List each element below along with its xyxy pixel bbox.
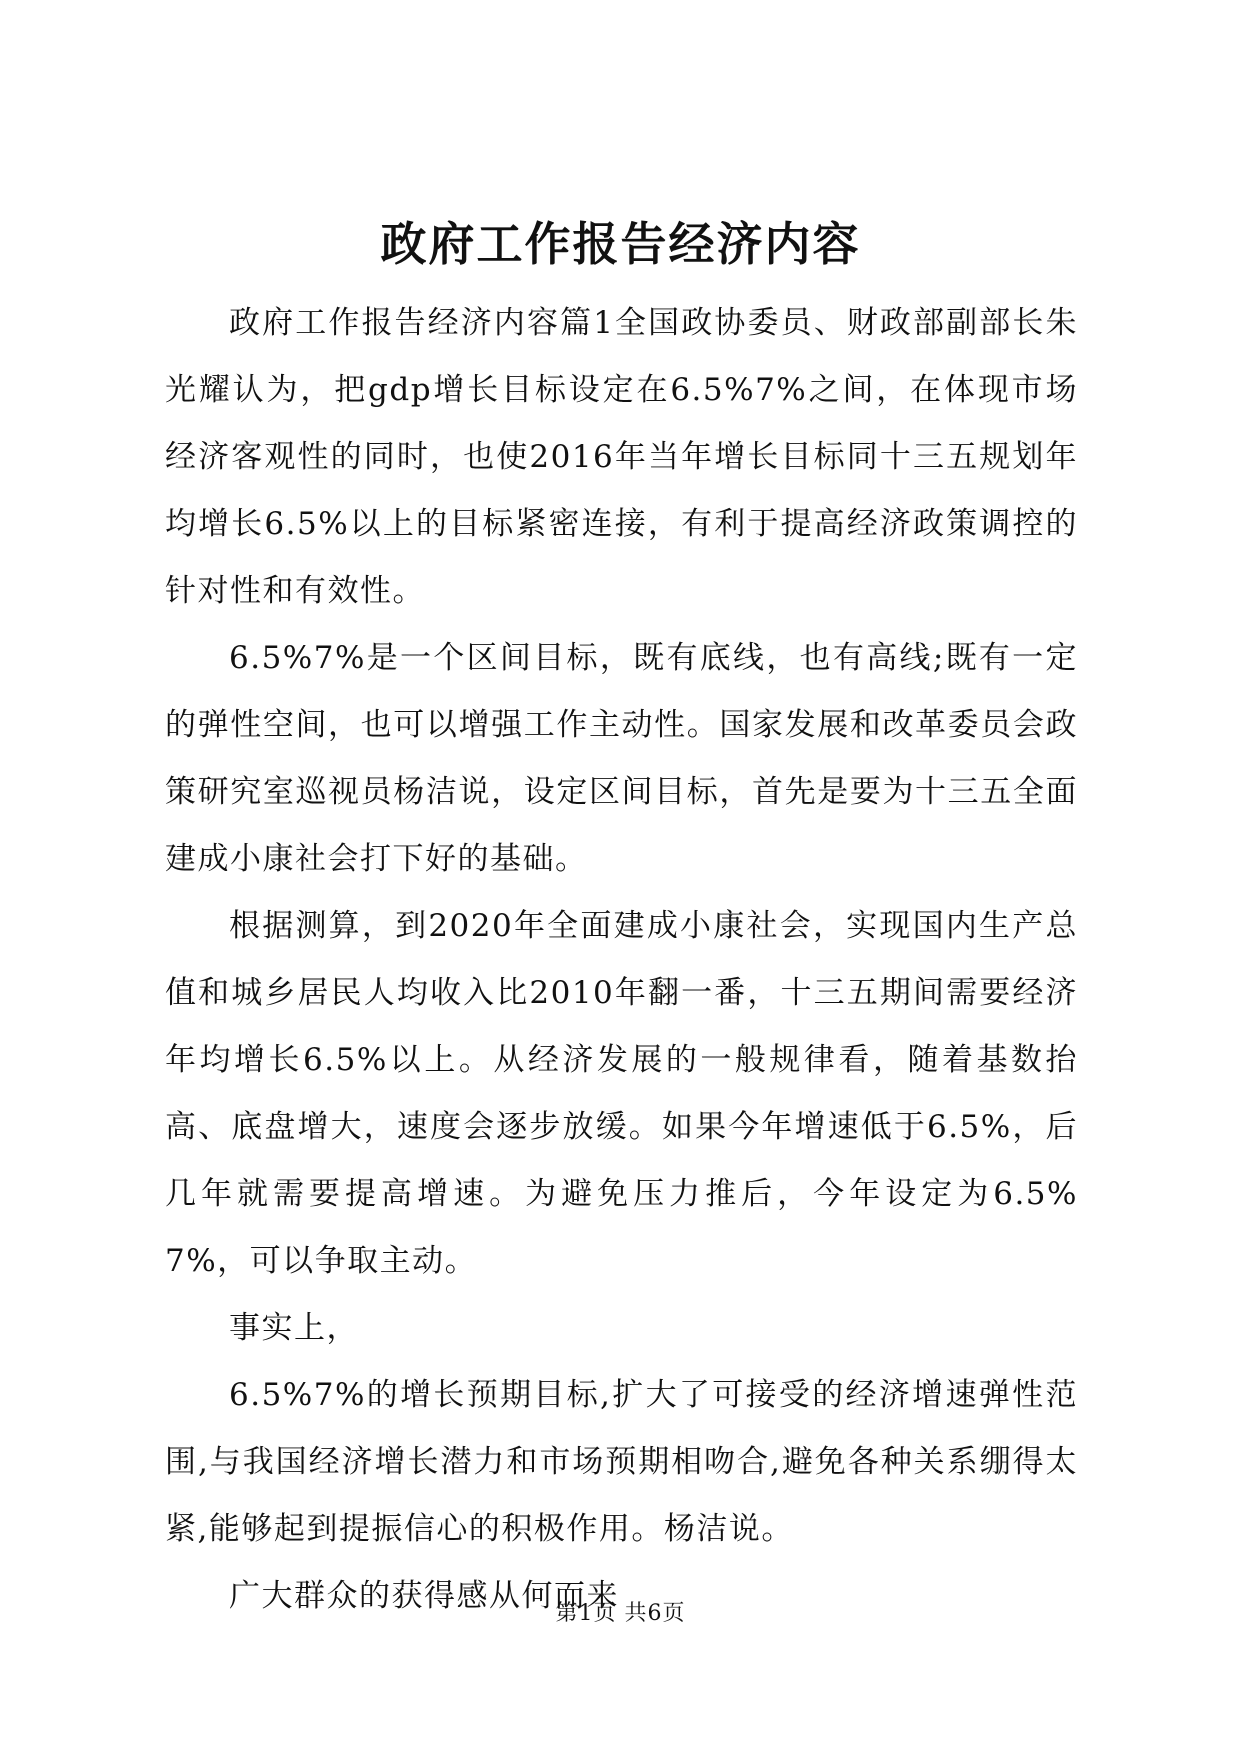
paragraph-3: 根据测算，到2020年全面建成小康社会，实现国内生产总值和城乡居民人均收入比2010年翻一番，十三五期间需要经济年均增长6.5%以上。从经济发展的一般规律看，随着基数抬高、底盘增大，速度会逐步放缓。如果今年增速低于6.5%，后几年就需要提高增速。为避免压力推后，今年设定为6.5%7%，可以争取主动。 bbox=[165, 908, 1078, 1279]
document-title: 政府工作报告经济内容 bbox=[380, 217, 861, 271]
paragraph-1: 政府工作报告经济内容篇1全国政协委员、财政部副部长朱光耀认为，把gdp增长目标设定在6.5%7%之间，在体现市场经济客观性的同时，也使2016年当年增长目标同十三五规划年均增长6.5%以上的目标紧密连接，有利于提高经济政策调控的针对性和有效性。 bbox=[165, 305, 1078, 609]
paragraph-5: 6.5%7%的增长预期目标,扩大了可接受的经济增速弹性范围,与我国经济增长潜力和市场预期相吻合,避免各种关系绷得太紧,能够起到提振信心的积极作用。杨洁说。 bbox=[165, 1377, 1078, 1547]
paragraph-2: 6.5%7%是一个区间目标，既有底线，也有高线;既有一定的弹性空间，也可以增强工作主动性。国家发展和改革委员会政策研究室巡视员杨洁说，设定区间目标，首先是要为十三五全面建成小康社会打下好的基础。 bbox=[165, 640, 1078, 877]
document-body bbox=[165, 290, 1078, 1630]
page-indicator: 第1页 共6页 bbox=[555, 1601, 686, 1626]
paragraph-4: 事实上， bbox=[229, 1310, 359, 1346]
paragraph-6: 广大群众的获得感从何而来 bbox=[229, 1578, 619, 1614]
